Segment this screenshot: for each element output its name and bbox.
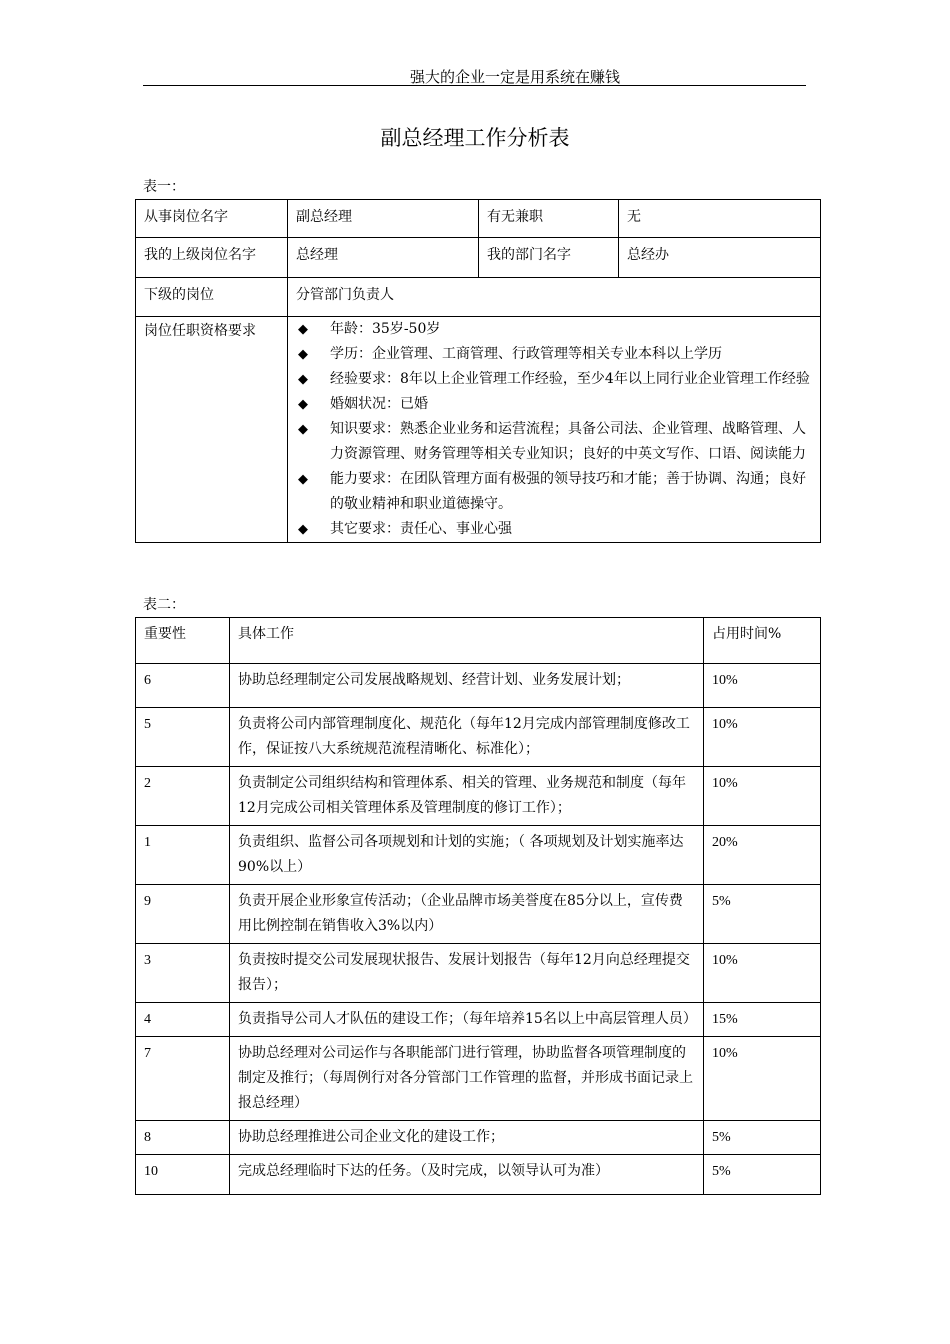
time-cell: 10% — [704, 664, 821, 708]
list-item: ◆ 年龄：35岁-50岁 — [298, 317, 812, 342]
superior-position-value: 总经理 — [288, 238, 479, 278]
list-item: ◆ 其它要求：责任心、事业心强 — [298, 517, 812, 542]
work-cell: 负责制定公司组织结构和管理体系、相关的管理、业务规范和制度（每年12月完成公司相关管理体系及管理制度的修订工作）； — [230, 767, 704, 826]
time-cell: 20% — [704, 826, 821, 885]
superior-position-label: 我的上级岗位名字 — [136, 238, 288, 278]
diamond-bullet-icon: ◆ — [298, 397, 308, 412]
importance-cell: 10 — [136, 1155, 230, 1195]
table-row — [136, 1121, 821, 1155]
table-row — [136, 1003, 821, 1037]
time-cell: 10% — [704, 708, 821, 767]
importance-cell: 9 — [136, 885, 230, 944]
work-cell: 负责组织、监督公司各项规划和计划的实施；（ 各项规划及计划实施率达90%以上） — [230, 826, 704, 885]
table-row — [136, 767, 821, 826]
header-divider — [143, 85, 806, 86]
requirements-label: 岗位任职资格要求 — [136, 317, 288, 543]
table-row — [136, 885, 821, 944]
table-row — [136, 1155, 821, 1195]
work-cell: 协助总经理对公司运作与各职能部门进行管理，协助监督各项管理制度的制定及推行；（每周例行对各分管部门工作管理的监督，并形成书面记录上报总经理） — [230, 1037, 704, 1121]
time-cell: 10% — [704, 767, 821, 826]
duties-table — [135, 617, 821, 1195]
importance-header: 重要性 — [136, 618, 230, 664]
position-info-table — [135, 199, 821, 543]
list-item: ◆ 经验要求：8年以上企业管理工作经验，至少4年以上同行业企业管理工作经验 — [298, 367, 812, 392]
list-item: ◆ 能力要求：在团队管理方面有极强的领导技巧和才能；善于协调、沟通；良好的敬业精神和职业道德操守。 — [298, 467, 812, 517]
list-item: ◆ 知识要求：熟悉企业业务和运营流程；具备公司法、企业管理、战略管理、人力资源管理、财务管理等相关专业知识；良好的中英文写作、口语、阅读能力 — [298, 417, 812, 467]
work-cell: 协助总经理制定公司发展战略规划、经营计划、业务发展计划； — [230, 664, 704, 708]
time-cell: 5% — [704, 1155, 821, 1195]
importance-cell: 6 — [136, 664, 230, 708]
work-cell: 负责指导公司人才队伍的建设工作；（每年培养15名以上中高层管理人员） — [230, 1003, 704, 1037]
diamond-bullet-icon: ◆ — [298, 372, 308, 387]
table1-caption: 表一： — [143, 179, 185, 195]
time-cell: 10% — [704, 1037, 821, 1121]
department-label: 我的部门名字 — [479, 238, 619, 278]
position-name-label: 从事岗位名字 — [136, 200, 288, 238]
work-header: 具体工作 — [230, 618, 704, 664]
importance-cell: 5 — [136, 708, 230, 767]
list-item: ◆ 学历：企业管理、工商管理、行政管理等相关专业本科以上学历 — [298, 342, 812, 367]
time-header: 占用时间% — [704, 618, 821, 664]
list-item: ◆ 婚姻状况：已婚 — [298, 392, 812, 417]
requirements-cell — [288, 317, 821, 543]
table-row — [136, 200, 821, 238]
time-cell: 15% — [704, 1003, 821, 1037]
table-row — [136, 278, 821, 317]
table2-caption: 表二： — [143, 597, 185, 613]
importance-cell: 2 — [136, 767, 230, 826]
table-row — [136, 944, 821, 1003]
diamond-bullet-icon: ◆ — [298, 347, 308, 362]
position-name-value: 副总经理 — [288, 200, 479, 238]
subordinate-value: 分管部门负责人 — [288, 278, 821, 317]
table-row — [136, 317, 821, 543]
table-row — [136, 708, 821, 767]
table-row — [136, 826, 821, 885]
page-header: 强大的企业一定是用系统在赚钱 — [409, 68, 620, 86]
diamond-bullet-icon: ◆ — [298, 472, 308, 487]
part-time-value: 无 — [619, 200, 821, 238]
part-time-label: 有无兼职 — [479, 200, 619, 238]
importance-cell: 7 — [136, 1037, 230, 1121]
document-title: 副总经理工作分析表 — [380, 126, 570, 150]
requirements-list — [298, 317, 812, 542]
subordinate-label: 下级的岗位 — [136, 278, 288, 317]
table-row — [136, 664, 821, 708]
table-row — [136, 238, 821, 278]
diamond-bullet-icon: ◆ — [298, 322, 308, 337]
work-cell: 负责开展企业形象宣传活动；（企业品牌市场美誉度在85分以上，宣传费用比例控制在销售收入3%以内） — [230, 885, 704, 944]
work-cell: 协助总经理推进公司企业文化的建设工作； — [230, 1121, 704, 1155]
importance-cell: 1 — [136, 826, 230, 885]
work-cell: 完成总经理临时下达的任务。（及时完成，以领导认可为准） — [230, 1155, 704, 1195]
table-header-row — [136, 618, 821, 664]
importance-cell: 3 — [136, 944, 230, 1003]
importance-cell: 8 — [136, 1121, 230, 1155]
importance-cell: 4 — [136, 1003, 230, 1037]
work-cell: 负责将公司内部管理制度化、规范化（每年12月完成内部管理制度修改工作，保证按八大系统规范流程清晰化、标准化）； — [230, 708, 704, 767]
time-cell: 10% — [704, 944, 821, 1003]
time-cell: 5% — [704, 1121, 821, 1155]
time-cell: 5% — [704, 885, 821, 944]
table-row — [136, 1037, 821, 1121]
work-cell: 负责按时提交公司发展现状报告、发展计划报告（每年12月向总经理提交报告）； — [230, 944, 704, 1003]
diamond-bullet-icon: ◆ — [298, 522, 308, 537]
diamond-bullet-icon: ◆ — [298, 422, 308, 437]
department-value: 总经办 — [619, 238, 821, 278]
